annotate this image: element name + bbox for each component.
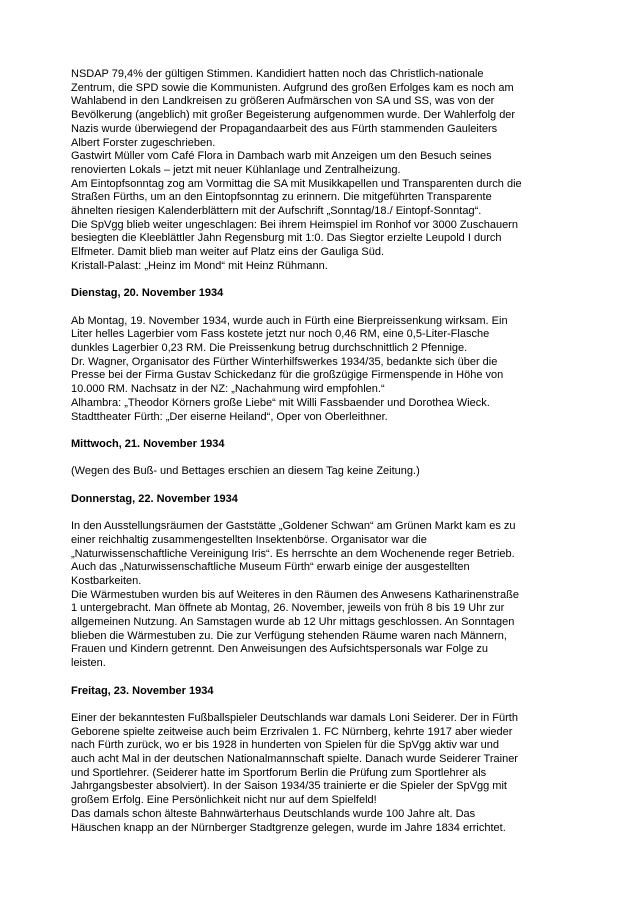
heading-text: Donnerstag, 22. November 1934 (71, 492, 238, 505)
text-line: besiegten die Kleeblättler Jahn Regensburg mit 1:0. Das Siegtor erzielte Leupold I durch (71, 232, 502, 245)
text-line: Kostbarkeiten. (71, 574, 142, 587)
text-line: Wahlabend in den Landkreisen zu größeren Aufmärschen von SA und SS, was von der (71, 95, 495, 108)
text-line: Zentrum, die SPD sowie die Kommunisten. Aufgrund des großen Erfolges kam es noch am (71, 81, 514, 94)
text-line: renovierten Lokals – jetzt mit neuer Kühlanlage und Zentralheizung. (71, 163, 401, 176)
paragraph (71, 712, 522, 835)
document-text (71, 68, 522, 835)
text-line: ähnelten riesigen Kalenderblättern mit der Aufschrift „Sonntag/18./ Eintopf-Sonntag“. (71, 205, 482, 218)
heading-text: Mittwoch, 21. November 1934 (71, 437, 225, 450)
text-line: auch acht Mal in der deutschen Nationalmannschaft spielte. Danach wurde Seiderer Trainer (71, 753, 518, 766)
text-line: „Naturwissenschaftliche Vereinigung Iris“. Es herrschte an dem Wochenende reger Betrieb. (71, 547, 515, 560)
text-line: Kristall-Palast: „Heinz im Mond“ mit Heinz Rühmann. (71, 259, 328, 272)
text-line: In den Ausstellungsräumen der Gaststätte „Goldener Schwan“ am Grünen Markt kam es zu (71, 520, 516, 533)
text-line: Frauen und Kindern getrennt. Den Anweisungen des Aufsichtspersonals war Folge zu (71, 643, 489, 656)
text-line: großem Erfolg. Eine Persönlichkeit nicht nur auf dem Spielfeld! (71, 794, 377, 807)
text-line: 1 untergebracht. Man öffnete ab Montag, 26. November, jeweils von früh 8 bis 19 Uhr zur (71, 602, 505, 615)
text-line: einer reichhaltig zusammengestellten Insektenbörse. Organisator war die (71, 533, 427, 546)
text-line: Einer der bekanntesten Fußballspieler Deutschlands war damals Loni Seiderer. Der in Fürth (71, 711, 518, 724)
text-line: Albert Forster zugeschrieben. (71, 136, 216, 149)
paragraph (71, 315, 522, 425)
section-heading (71, 287, 522, 301)
text-line: leisten. (71, 657, 106, 670)
text-line: NSDAP 79,4% der gültigen Stimmen. Kandidiert hatten noch das Christlich-nationale (71, 68, 484, 80)
text-line: allgemeinen Nutzung. An Samstagen wurde ab 12 Uhr mittags geschlossen. An Sonntagen (71, 616, 515, 629)
text-line: Dr. Wagner, Organisator des Fürther Winterhilfswerkes 1934/35, bedankte sich über die (71, 355, 498, 368)
text-line: Häuschen knapp an der Nürnberger Stadtgrenze gelegen, wurde im Jahre 1834 errichtet. (71, 821, 506, 834)
text-line: Elfmeter. Damit blieb man weiter auf Platz eins der Gauliga Süd. (71, 246, 385, 259)
text-line: Am Eintopfsonntag zog am Vormittag die SA mit Musikkapellen und Transparenten durch die (71, 177, 522, 190)
text-line: Stadttheater Fürth: „Der eiserne Heiland“, Oper von Oberleithner. (71, 410, 388, 423)
text-line: nach Fürth zurück, wo er bis 1928 in hunderten von Spielen für die SpVgg aktiv war und (71, 739, 500, 752)
text-line: Straßen Fürths, um an den Eintopfsonntag zu erinnern. Die mitgeführten Transparente (71, 191, 492, 204)
text-line: Alhambra: „Theodor Körners große Liebe“ mit Willi Fassbaender und Dorothea Wieck. (71, 396, 490, 409)
paragraph (71, 520, 522, 671)
text-line: (Wegen des Buß- und Bettages erschien an diesem Tag keine Zeitung.) (71, 465, 420, 478)
text-line: Presse bei der Firma Gustav Schickedanz für die großzügige Firmenspende in Höhe von (71, 369, 504, 382)
text-line: Geborene spielte zeitweise auch beim Erzrivalen 1. FC Nürnberg, kehrte 1917 aber wieder (71, 725, 513, 738)
section-heading (71, 685, 522, 699)
text-line: Jahrgangsbester absolviert). In der Saison 1934/35 trainierte er die Spieler der SpVgg mit (71, 780, 507, 793)
text-line: dunkles Lagerbier 0,23 RM. Die Preissenkung betrug durchschnittlich 2 Pfennige. (71, 342, 468, 355)
text-line: Ab Montag, 19. November 1934, wurde auch in Fürth eine Bierpreissenkung wirksam. Ein (71, 314, 508, 327)
text-line: 10.000 RM. Nachsatz in der NZ: „Nachahmung wird empfohlen.“ (71, 383, 385, 396)
text-line: Gastwirt Müller vom Café Flora in Dambach warb mit Anzeigen um den Besuch seines (71, 150, 492, 163)
text-line: Die Wärmestuben wurden bis auf Weiteres in den Räumen des Anwesens Katharinenstraße (71, 588, 519, 601)
text-line: Die SpVgg blieb weiter ungeschlagen: Bei ihrem Heimspiel im Ronhof vor 3000 Zuschauern (71, 218, 518, 231)
text-line: Liter helles Lagerbier vom Fass kostete jetzt nur noch 0,46 RM, eine 0,5-Liter-Flasche (71, 328, 490, 341)
text-line: Auch das „Naturwissenschaftliche Museum Fürth“ erwarb einige der ausgestellten (71, 561, 470, 574)
text-line: und Sportlehrer. (Seiderer hatte im Sportforum Berlin die Prüfung zum Sportlehrer als (71, 766, 487, 779)
heading-text: Freitag, 23. November 1934 (71, 684, 214, 697)
heading-text: Dienstag, 20. November 1934 (71, 287, 224, 300)
section-heading (71, 493, 522, 507)
text-line: blieben die Wärmestuben zu. Die zur Verfügung stehenden Räume waren nach Männern, (71, 629, 507, 642)
text-line: Nazis wurde überwiegend der Propagandaarbeit des aus Fürth stammenden Gauleiters (71, 122, 498, 135)
paragraph (71, 465, 522, 479)
text-line: Bevölkerung (angeblich) mit großer Begeisterung aufgenommen wurde. Der Wahlerfolg der (71, 109, 516, 122)
text-line: Das damals schon älteste Bahnwärterhaus Deutschlands wurde 100 Jahre alt. Das (71, 807, 476, 820)
section-heading (71, 438, 522, 452)
paragraph (71, 68, 522, 274)
